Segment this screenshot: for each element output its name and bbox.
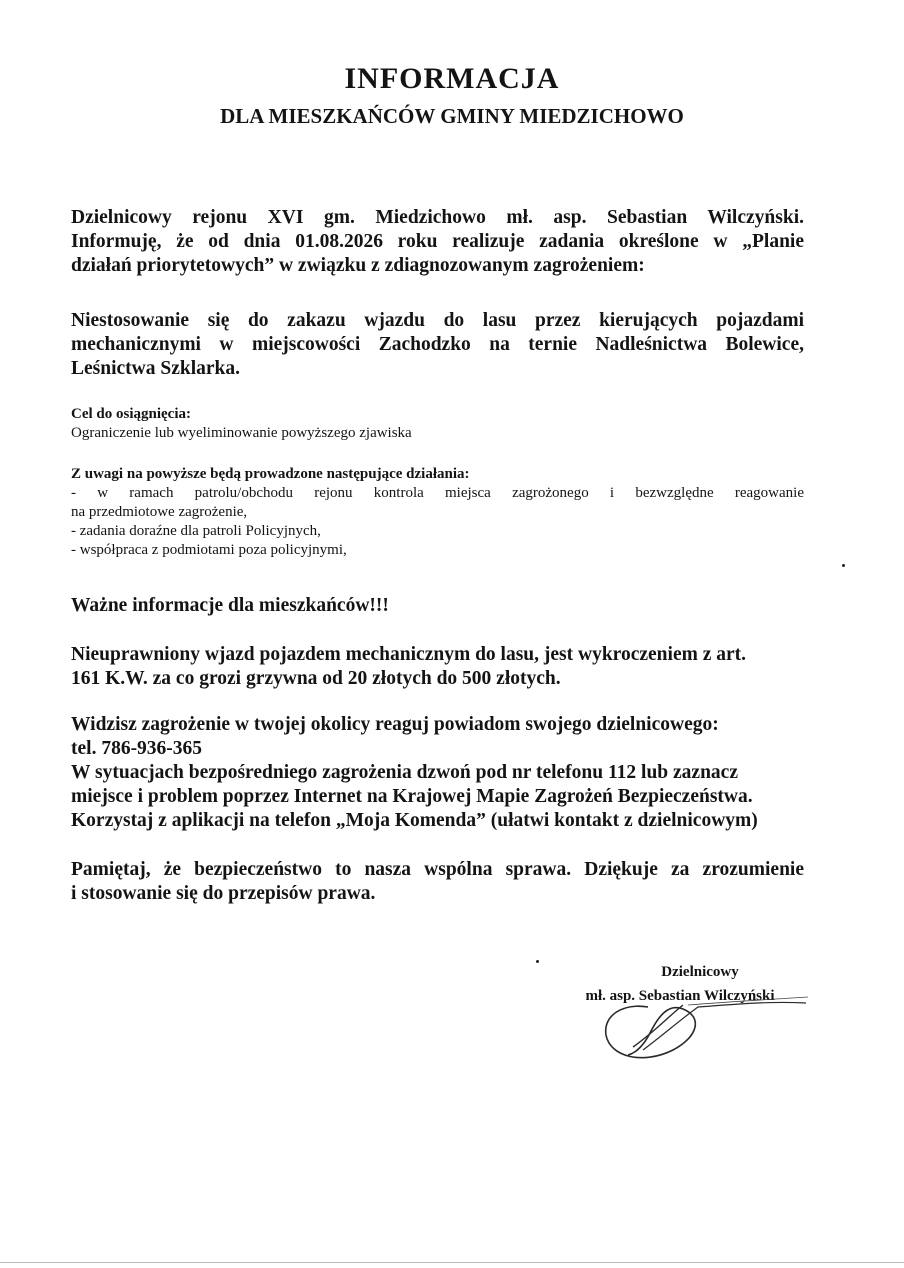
contact-paragraph	[71, 713, 804, 833]
threat-line: mechanicznymi w miejscowości Zachodzko na ternie Nadleśnictwa Bolewice,	[71, 334, 804, 355]
signature-name: mł. asp. Sebastian Wilczyński	[585, 988, 775, 1004]
violation-line: Nieuprawniony wjazd pojazdem mechanicznym do lasu, jest wykroczeniem z art.	[71, 644, 747, 665]
goal-text: Ograniczenie lub wyeliminowanie powyższego zjawiska	[71, 425, 412, 441]
document-title: INFORMACJA	[344, 62, 560, 95]
contact-line: W sytuacjach bezpośredniego zagrożenia dzwoń pod nr telefonu 112 lub zaznacz	[71, 762, 738, 783]
intro-line: Dzielnicowy rejonu XVI gm. Miedzichowo mł. asp. Sebastian Wilczyński.	[71, 207, 804, 228]
handwritten-signature	[588, 995, 813, 1075]
speck-mark	[842, 564, 845, 567]
goal-section	[71, 405, 804, 443]
actions-section	[71, 465, 804, 560]
contact-line: Korzystaj z aplikacji na telefon „Moja Komenda” (ułatwi kontakt z dzielnicowym)	[71, 810, 758, 831]
action-item: - w ramach patrolu/obchodu rejonu kontrola miejsca zagrożonego i bezwzględne reagowanie	[71, 485, 804, 501]
contact-line: miejsce i problem poprzez Internet na Krajowej Mapie Zagrożeń Bezpieczeństwa.	[71, 786, 753, 807]
contact-line: Widzisz zagrożenie w twojej okolicy reaguj powiadom swojego dzielnicowego:	[71, 714, 719, 735]
closing-line: Pamiętaj, że bezpieczeństwo to nasza wspólna sprawa. Dziękuje za zrozumienie	[71, 859, 804, 880]
intro-paragraph	[71, 206, 804, 278]
scan-edge	[0, 1262, 904, 1263]
signature-role: Dzielnicowy	[661, 964, 739, 980]
action-item: na przedmiotowe zagrożenie,	[71, 504, 248, 520]
intro-line: Informuję, że od dnia 01.08.2026 roku realizuje zadania określone w „Planie	[71, 231, 804, 252]
threat-line: Leśnictwa Szklarka.	[71, 358, 241, 379]
violation-line: 161 K.W. za co grozi grzywna od 20 złotych do 500 złotych.	[71, 668, 561, 689]
closing-line: i stosowanie się do przepisów prawa.	[71, 883, 376, 904]
important-heading: Ważne informacje dla mieszkańców!!!	[71, 595, 389, 616]
speck-mark	[536, 960, 539, 963]
goal-heading: Cel do osiągnięcia:	[71, 406, 191, 422]
action-item: - zadania doraźne dla patroli Policyjnych,	[71, 523, 321, 539]
contact-phone: tel. 786-936-365	[71, 738, 203, 759]
actions-heading: Z uwagi na powyższe będą prowadzone następujące działania:	[71, 466, 470, 482]
threat-paragraph	[71, 309, 804, 381]
action-item: - współpraca z podmiotami poza policyjnymi,	[71, 542, 347, 558]
threat-line: Niestosowanie się do zakazu wjazdu do lasu przez kierujących pojazdami	[71, 310, 804, 331]
closing-paragraph	[71, 858, 804, 906]
intro-line: działań priorytetowych” w związku z zdiagnozowanym zagrożeniem:	[71, 255, 645, 276]
violation-paragraph	[71, 643, 804, 691]
document-subtitle: DLA MIESZKAŃCÓW GMINY MIEDZICHOWO	[220, 104, 684, 128]
